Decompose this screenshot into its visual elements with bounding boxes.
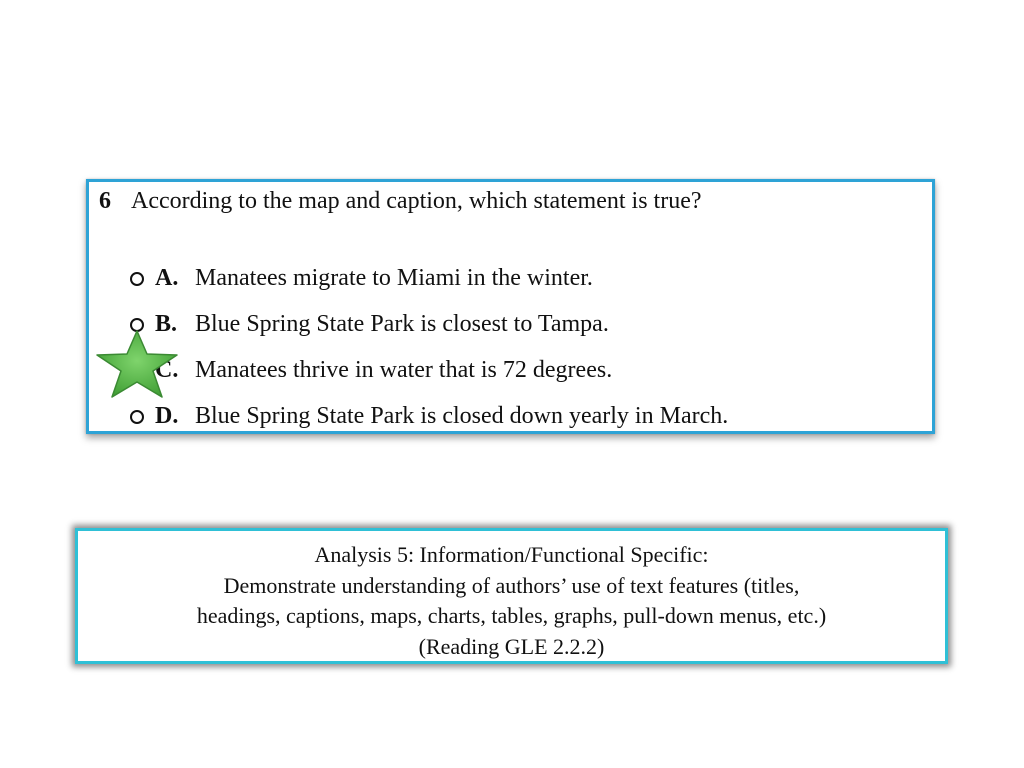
standard-reference: (Reading GLE 2.2.2)	[418, 633, 605, 659]
option-letter-b: B.	[155, 311, 178, 337]
question-prompt-line	[99, 188, 702, 215]
answer-option-a[interactable]	[130, 265, 593, 292]
question-prompt: According to the map and caption, which statement is true?	[131, 188, 702, 214]
standard-title: Analysis 5: Information/Functional Specific:	[314, 542, 709, 567]
option-text-b: Blue Spring State Park is closest to Tampa.	[195, 311, 609, 337]
answer-option-d[interactable]	[130, 403, 728, 430]
standard-text-line-2: headings, captions, maps, charts, tables, graphs, pull-down menus, etc.)	[196, 603, 827, 628]
standard-text-line-1: Demonstrate understanding of authors’ use of text features (titles,	[223, 572, 800, 598]
question-number: 6	[99, 188, 111, 214]
option-text-c: Manatees thrive in water that is 72 degrees.	[195, 357, 613, 383]
question-box	[86, 179, 935, 434]
option-text-d: Blue Spring State Park is closed down yearly in March.	[195, 403, 729, 429]
option-letter-a: A.	[155, 265, 179, 291]
answer-option-c[interactable]	[130, 357, 612, 384]
star-icon	[94, 329, 180, 399]
answer-option-b[interactable]	[130, 311, 609, 338]
radio-button-d[interactable]	[130, 410, 144, 424]
option-letter-c: C.	[155, 357, 179, 383]
option-text-a: Manatees migrate to Miami in the winter.	[195, 265, 593, 291]
standard-description-box	[75, 528, 948, 664]
radio-button-a[interactable]	[130, 272, 144, 286]
option-letter-d: D.	[155, 403, 179, 429]
